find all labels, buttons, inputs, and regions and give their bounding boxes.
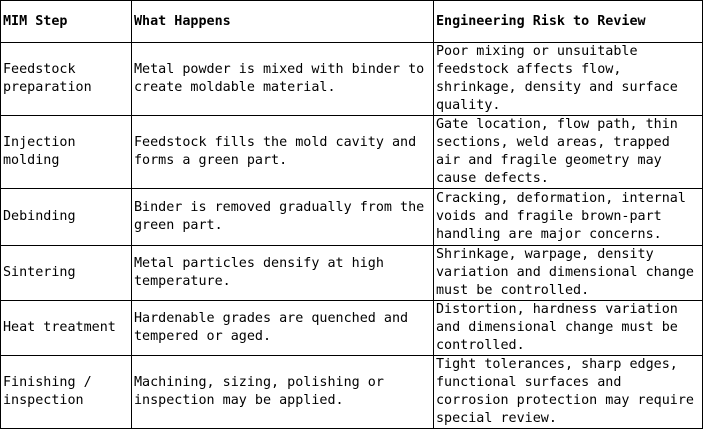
table-row (1, 356, 703, 429)
what-happens-cell: Machining, sizing, polishing or inspection may be applied. (132, 356, 434, 429)
step-cell: Sintering (1, 246, 132, 301)
step-cell: Heat treatment (1, 301, 132, 356)
step-cell: Feedstock preparation (1, 43, 132, 116)
what-happens-cell: Hardenable grades are quenched and tempered or aged. (132, 301, 434, 356)
risk-cell: Distortion, hardness variation and dimensional change must be controlled. (434, 301, 703, 356)
table-row (1, 301, 703, 356)
risk-cell: Shrinkage, warpage, density variation and dimensional change must be controlled. (434, 246, 703, 301)
step-cell: Debinding (1, 189, 132, 246)
step-cell: Injection molding (1, 116, 132, 189)
what-happens-cell: Feedstock fills the mold cavity and forms a green part. (132, 116, 434, 189)
what-happens-cell: Metal particles densify at high temperature. (132, 246, 434, 301)
header-row (1, 1, 703, 43)
table-row (1, 116, 703, 189)
header-engineering-risk: Engineering Risk to Review (434, 1, 703, 43)
step-cell: Finishing / inspection (1, 356, 132, 429)
header-mim-step: MIM Step (1, 1, 132, 43)
what-happens-cell: Metal powder is mixed with binder to create moldable material. (132, 43, 434, 116)
table-row (1, 246, 703, 301)
header-what-happens: What Happens (132, 1, 434, 43)
risk-cell: Cracking, deformation, internal voids and fragile brown-part handling are major concerns. (434, 189, 703, 246)
risk-cell: Poor mixing or unsuitable feedstock affects flow, shrinkage, density and surface quality. (434, 43, 703, 116)
risk-cell: Tight tolerances, sharp edges, functional surfaces and corrosion protection may require special review. (434, 356, 703, 429)
what-happens-cell: Binder is removed gradually from the green part. (132, 189, 434, 246)
table-row (1, 189, 703, 246)
table-row (1, 43, 703, 116)
risk-cell: Gate location, flow path, thin sections, weld areas, trapped air and fragile geometry may cause defects. (434, 116, 703, 189)
